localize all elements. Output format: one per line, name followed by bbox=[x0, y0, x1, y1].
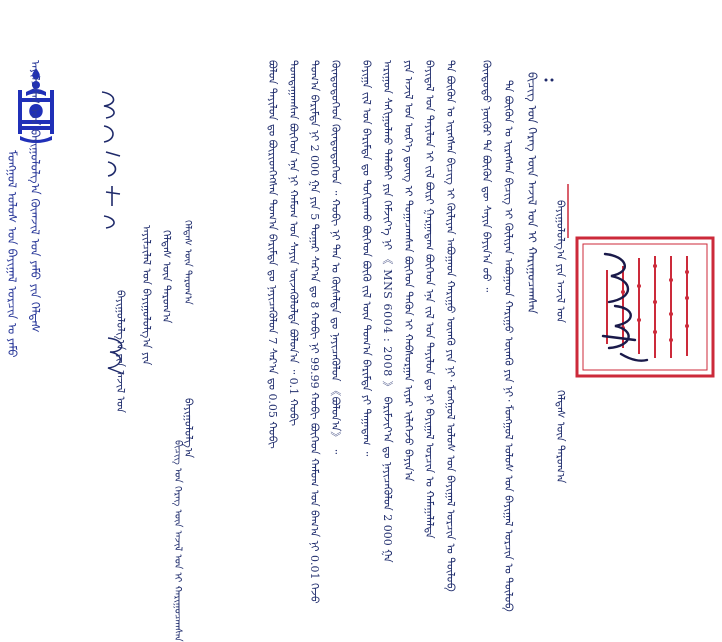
body-para-2: ᠪᠠᠶᠢᠳᠠᠯ ᠤᠨ ᠲᠠᠶᠢᠯᠤᠨ ᠢ ᠵᠢᠯ ᠪᠦᠷᠢ ᠭᠠᠷᠭᠠᠳᠠᠭ ᠪᠥᠭᠡᠳ ᠡᠨᠡ ᠵᠢᠯ ᠤᠨ ᠲᠠᠶᠢᠯᠤᠨ ᠳᠤ ᠨᠢ ᠪᠠᠶᠢᠭᠠᠯ ᠣᠷᠴᠢᠨ ᠤ ᠬᠠᠮᠠᠭᠠᠯᠠᠯᠲᠠ bbox=[423, 60, 436, 539]
list-marker-icon bbox=[540, 70, 560, 90]
addressee-line-2: ᠬᠡᠯᠲᠡᠰ ᠦᠨ ᠳᠠᠷᠤᠭ᠎ᠠ bbox=[554, 390, 567, 484]
body-closing: ᠬᠦᠨᠳᠦᠲᠦᠭᠡᠳ ᠬᠦᠨᠳᠦᠲᠦᠭᠡᠳ ᠃ ᠬᠤᠪᠢ ᠨᠢ ᠲᠠᠨ ᠤ ᠬᠦᠰᠡᠯᠲᠡ ᠳᠤ ᠨᠡᠶᠢᠴᠡᠭᠦᠯᠦᠨ 《ᠪᠣᠯᠤᠨ᠎ᠠ》 ᠃ bbox=[329, 60, 342, 455]
body-para-1: ᠲᠠ ᠪᠦᠬᠦᠨ ᠤ ᠢᠷᠡᠭᠰᠡᠨ ᠪᠢᠴᠢᠭ ᠢ ᠬᠦᠯᠢᠶᠡᠨ ᠠᠪᠤᠭᠠᠳ ᠬᠠᠷᠢᠭᠤ ᠥᠭ᠍ᠬᠦ ᠶᠢᠨ ᠨᠢ᠂ ᠮᠣᠩᠭᠣᠯ ᠤᠯᠤᠰ ᠤᠨ ᠪᠠᠶᠢᠭᠠᠯ ᠣᠷᠴᠢᠨ ᠤ ᠲᠥᠯᠥᠪ bbox=[444, 60, 457, 592]
addressee-line-1: ᠪᠠᠶᠢᠭᠤᠯᠤᠯᠭ᠎ᠠ ᠶᠢᠨ ᠠᠵᠢᠯ ᠤᠨ bbox=[554, 200, 567, 323]
stamp-mark-icon bbox=[562, 182, 574, 242]
letterhead-line-1: ᠮᠣᠩᠭᠣᠯ ᠤᠯᠤᠰ ᠤᠨ ᠪᠠᠶᠢᠭᠠᠯ ᠣᠷᠴᠢᠨ ᠤ ᠶᠠᠮᠤ bbox=[5, 150, 19, 358]
body-opening-mark: ᠪᠢᠴᠢᠭ ᠤᠨ ᠬᠡᠷᠡᠭ ᠦᠨ ᠠᠵᠢᠯ ᠤᠨ ᠢ ᠬᠠᠷᠢᠭᠤᠴᠠᠭᠰᠠᠨ bbox=[525, 72, 539, 314]
signature-date-mark: ᠪᠠᠶᠢᠭᠤᠯᠤᠯᠭ᠎ᠠ bbox=[182, 398, 195, 459]
body-para-8: ᠪᠣᠯᠤᠨ ᠲᠠᠶᠢᠯᠤᠨ ᠳᠤ ᠪᠦᠷᠢᠳᠬᠡᠭᠰᠡᠨ ᠲᠣᠭ᠎ᠠ ᠪᠠᠷᠢᠮᠲᠠ ᠳᠤ ᠨᠡᠶᠢᠴᠡᠭᠦᠯᠦᠨ 7 ᠰᠠᠷ᠎ᠠ ᠳᠤ 0.05 ᠬᠤᠪᠢ bbox=[266, 60, 279, 449]
header-block-col-2: ᠬᠡᠯᠲᠡᠰ ᠦᠨ ᠳᠠᠷᠤᠭ᠎ᠠ bbox=[182, 220, 193, 305]
body-para-3: ᠶᠢᠨ ᠠᠵᠢᠯ ᠤᠨ ᠦᠷ᠎ᠡ ᠳ᠋ᠦᠩ ᠢ ᠲᠣᠭᠠᠴᠠᠭᠰᠠᠨ ᠪᠥᠭᠡᠳ ᠲᠡᠭᠦᠨ ᠢ ᠬᠠᠪᠰᠤᠷᠭᠠᠨ ᠢᠶᠠᠷ ᠢᠯᠡᠭᠡᠵᠦ ᠪᠠᠶᠢᠨ᠎ᠠ bbox=[402, 60, 415, 482]
body-para-6: ᠲᠣᠭ᠎ᠠ ᠪᠠᠷᠢᠮᠲᠠ ᠨᠢ 2 000 ᠭᠠ ᠶᠢᠨ 5 ᠳᠤᠭᠠᠷ ᠰᠠᠷ᠎ᠠ ᠳᠤ 8 ᠬᠤᠪᠢ ᠨᠢ 99.99 ᠬᠤᠪᠢ ᠪᠥᠭᠡᠳ ᠬᠠᠮᠤᠭ ᠤᠨ ᠪᠠᠭ᠎ᠠ ᠨᠢ 0.01 ᠭᠡᠵᠦ bbox=[308, 60, 321, 604]
letterhead-line-2: ᠠᠶᠢᠯᠴᠢᠯᠠᠯ ᠤᠨ ᠪᠠᠶᠢᠭᠤᠯᠤᠯᠭ᠎ᠠ ᠬᠥᠭ᠍ᠵᠢᠯ ᠤᠨ ᠶᠠᠮᠤ ᠶᠢᠨ ᠬᠡᠯᠲᠡᠰ bbox=[28, 60, 42, 333]
signature-icon bbox=[102, 330, 132, 380]
signature-title-2: ᠬᠡᠯᠲᠡᠰ ᠦᠨ ᠳᠠᠷᠤᠭ᠎ᠠ bbox=[160, 230, 173, 324]
official-stamp bbox=[575, 236, 715, 378]
header-block-col-3: ᠪᠢᠴᠢᠭ ᠤᠨ ᠬᠡᠷᠡᠭ ᠦᠨ ᠠᠵᠢᠯ ᠤᠨ ᠢ ᠬᠠᠷᠢᠭᠤᠴᠠᠭᠰᠠᠨ bbox=[172, 440, 183, 642]
body-para-4: ᠠᠷᠢᠭᠤᠨ ᠰᠠᠬᠢᠭᠤᠯᠬᠤ ᠲᠠᠯᠠᠪᠠᠢ ᠶᠢᠨ ᠬᠡᠮᠵᠢᠶ᠎ᠡ ᠨᠢ 《 MNS 6004 : 2008 》 ᠪᠠᠷᠢᠮᠵᠢᠶ᠎ᠠ ᠳᠤ ᠨᠡᠶᠢᠴᠡᠭᠦᠯᠦᠨ 2 000 ᠭᠠ bbox=[381, 60, 394, 563]
handwritten-note-icon bbox=[96, 82, 126, 232]
signature-title-1: ᠠᠶᠢᠯᠴᠢᠯᠠᠯ ᠤᠨ ᠪᠠᠶᠢᠭᠤᠯᠤᠯᠭ᠎ᠠ ᠶᠢᠨ bbox=[140, 225, 153, 366]
header-block-col-1: ᠪᠠᠶᠢᠭᠤᠯᠤᠯᠭ᠎ᠠ ᠶᠢᠨ ᠠᠵᠢᠯ ᠤᠨ bbox=[114, 290, 127, 413]
body-para-5: ᠪᠠᠶᠢᠭᠠ ᠵᠢᠯ ᠤᠨ ᠪᠠᠷᠢᠮᠲᠠ ᠳᠤ ᠲᠣᠬᠢᠷᠠᠬᠤ ᠪᠥᠭᠡᠳ ᠪᠦᠬᠦ ᠵᠢᠯ ᠦᠨ ᠲᠣᠭ᠎ᠠ ᠪᠠᠷᠢᠮᠲᠠ ᠶᠢ ᠳᠠᠭᠠᠳᠠᠭ ᠃ bbox=[360, 60, 373, 457]
body-para-1b: ᠲᠠ ᠪᠦᠬᠦᠨ ᠤ ᠢᠷᠡᠭᠰᠡᠨ ᠪᠢᠴᠢᠭ ᠢ ᠬᠦᠯᠢᠶᠡᠨ ᠠᠪᠤᠭᠠᠳ ᠬᠠᠷᠢᠭᠤ ᠥᠭ᠍ᠬᠦ ᠶᠢᠨ ᠨᠢ᠂ ᠮᠣᠩᠭᠣᠯ ᠤᠯᠤᠰ ᠤᠨ ᠪᠠᠶᠢᠭᠠᠯ ᠣᠷᠴᠢᠨ ᠤ ᠲᠥᠯᠥᠪ bbox=[502, 80, 515, 612]
body-greeting: ᠬᠦᠨᠳᠦᠲᠦ ᠨᠥᠬᠦᠷ ᠲᠠ ᠪᠦᠬᠦᠨ ᠳᠦ ᠰᠠᠶᠢᠨ ᠪᠠᠶᠢᠨ᠎ᠠ ᠤᠤ ᠃ bbox=[480, 60, 493, 293]
body-para-7: ᠲᠣᠭᠲᠠᠭᠠᠭᠰᠠᠨ ᠪᠥᠭᠡᠳ ᠡᠨᠡ ᠨᠢ ᠬᠠᠮᠤᠭ ᠤᠨ ᠰᠠᠶᠢᠨ ᠦᠵᠡᠭᠦᠯᠦᠯᠲᠡ ᠪᠣᠯᠤᠨ᠎ᠠ ᠃ 0.1 ᠬᠤᠪᠢ bbox=[287, 60, 300, 426]
